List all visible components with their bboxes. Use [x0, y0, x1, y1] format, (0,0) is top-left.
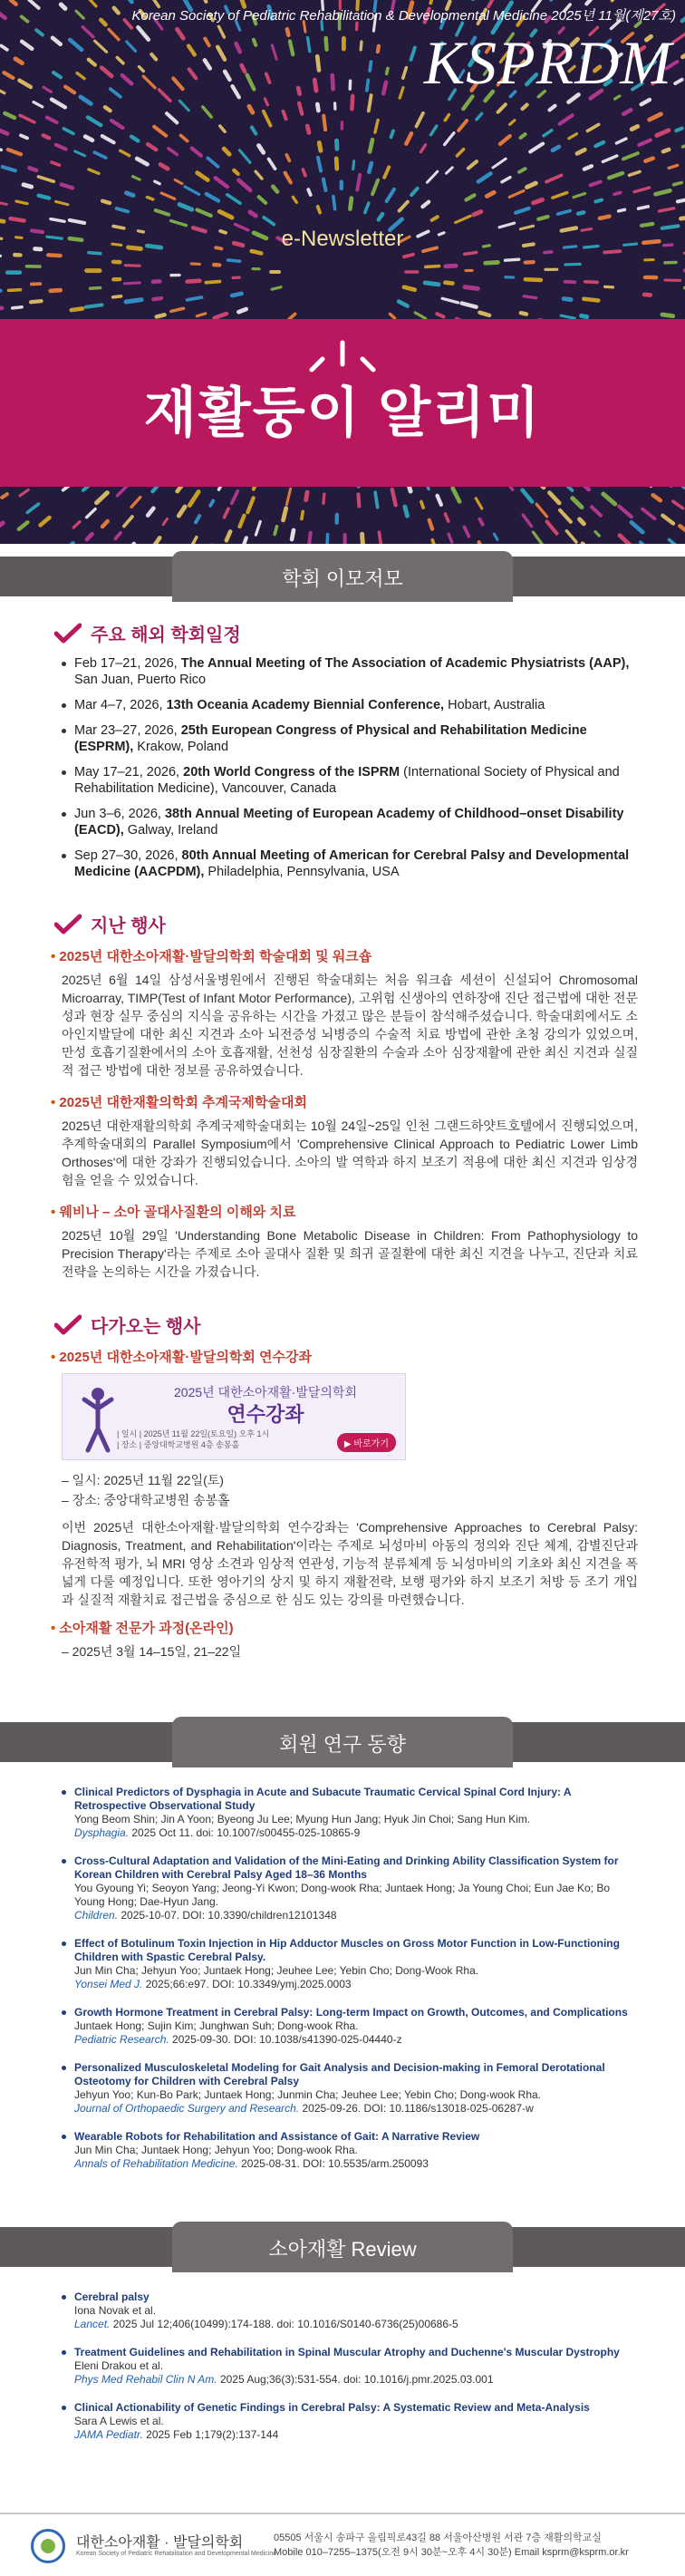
newsletter-label: e-Newsletter: [281, 227, 404, 251]
section-header-academic: 학회 이모저모: [0, 547, 685, 604]
research-item[interactable]: Effect of Botulinum Toxin Injection in Hip Adductor Muscles on Gross Motor Function in Low-Functioning Children with Spastic Cerebral Palsy. Jun Min Cha; Jehyun Yoo; Juntaek Hong; Jeuhee Lee; Yebin Cho; Dong-Wook Rha. Yonsei Med J. 2025;66:e97. DOI: 10.3349/ymj.2025.0003: [62, 1937, 642, 1991]
research-item[interactable]: Wearable Robots for Rehabilitation and Assistance of Gait: A Narrative Review Jun Min Cha; Juntaek Hong; Jehyun Yoo; Dong-wook Rha. Annals of Rehabilitation Medicine. 2025-08-31. DOI: 10.5535/arm.250093: [62, 2130, 642, 2171]
section-header-review: 소아재활 Review: [0, 2218, 685, 2274]
hero-banner: [0, 0, 685, 544]
footer-org-english: Korean Society of Pediatric Rehabilitation and Developmental Medicine: [76, 2551, 277, 2557]
review-list: [62, 2290, 642, 2442]
upcoming-heading: 다가오는 행사: [54, 1312, 685, 1338]
brand-logo-text: KSPRDM: [423, 28, 672, 97]
event-description: 2025년 대한재활의학회 추계국제학술대회는 10월 24일~25일 인천 그랜드하얏트호텔에서 진행되었으며, 추계학술대회의 Parallel Symposium에서 'Comprehensive Clinical Approach to Pediatric Lower Limb Orthoses'에 대한 강좌가 진행되었습니다. 소아의 발 역학과 하지 보조기 적용에 대한 최신 지견과 임상경험을 얻을 수 있었습니다.: [62, 1119, 638, 1187]
check-icon: [54, 1314, 82, 1336]
event-title: • 2025년 대한소아재활·발달의학회 학술대회 및 워크숍: [51, 949, 372, 964]
event-title: • 2025년 대한재활의학회 추계국제학술대회: [51, 1095, 307, 1110]
conferences-heading: 주요 해외 학회일정: [54, 620, 685, 646]
conference-item: Feb 17–21, 2026, The Annual Meeting of The Association of Academic Physiatrists (AAP), San Juan, Puerto Rico: [62, 655, 642, 688]
past-events-heading: 지난 행사: [54, 911, 685, 937]
event-title: • 소아재활 전문가 과정(온라인): [51, 1621, 234, 1636]
review-item[interactable]: Clinical Actionability of Genetic Findings in Cerebral Palsy: A Systematic Review and Meta-Analysis Sara A Lewis et al. JAMA Pediatr. 2025 Feb 1;179(2):137-144: [62, 2401, 642, 2442]
conference-item: Sep 27–30, 2026, 80th Annual Meeting of American for Cerebral Palsy and Developmental Medicine (AACPDM), Philadelphia, Pennsylvania, USA: [62, 847, 642, 880]
check-icon: [54, 914, 82, 935]
event-title: • 웨비나 – 소아 골대사질환의 이해와 치료: [51, 1205, 296, 1220]
online-course-date: – 2025년 3월 14–15일, 21–22일: [62, 1644, 242, 1659]
issue-info: Korean Society of Pediatric Rehabilitation & Developmental Medicine 2025년 11월(제27호): [131, 8, 676, 24]
go-button[interactable]: ▶ 바로가기: [337, 1433, 396, 1452]
conference-item: Mar 4–7, 2026, 13th Oceania Academy Biennial Conference, Hobart, Australia: [62, 697, 642, 713]
event-description: 2025년 6월 14일 삼성서울병원에서 진행된 학술대회는 처음 워크숍 세션이 신설되어 Chromosomal Microarray, TIMP(Test of Infant Motor Performance), 고위험 신생아의 연하장애 진단 접근법에 대한 전문성과 현장 실무 중심의 지식을 공유하는 시간을 가졌고 많은 분들이 참석해주셨습니다. 학술대회에서도 소아인지발달에 대한 최신 지견과 소아 뇌전증성 뇌병증의 수술적 치료 방법에 관한 초청 강의가 있었으며, 만성 호흡기질환에서의 소아 호흡재활, 선천성 심장질환의 수술과 소아 심장재활에 관한 최신 지견과 실질적 접근 방법에 대한 정보를 공유하였습니다.: [62, 973, 638, 1078]
footer-org-name: 대한소아재활 · 발달의학회: [76, 2535, 244, 2551]
banner-title: 재활둥이 알리미: [143, 383, 542, 443]
society-logo-icon: [31, 2529, 65, 2563]
footer-address: 05505 서울시 송파구 올림픽로43길 88 서울아산병원 서관 7층 재활의학교실 Mobile 010–7255–1375(오전 9시 30분~오후 4시 30분) Email ksprm@ksprm.or.kr: [274, 2532, 629, 2558]
conference-item: May 17–21, 2026, 20th World Congress of the ISPRM (International Society of Physical and Rehabilitation Medicine), Vancouver, Canada: [62, 764, 642, 797]
conference-list: [62, 655, 642, 880]
sparkle-icon: [299, 334, 386, 373]
research-item[interactable]: Personalized Musculoskeletal Modeling for Gait Analysis and Decision-making in Femoral Derotational Osteotomy for Children with Cerebral Palsy Jehyun Yoo; Kun-Bo Park; Juntaek Hong; Junmin Cha; Jeuhee Lee; Yebin Cho; Dong-wook Rha. Journal of Orthopaedic Surgery and Research. 2025-09-26. DOI: 10.1186/s13018-025-06287-w: [62, 2061, 642, 2116]
course-date: – 일시: 2025년 11월 22일(토): [62, 1473, 224, 1487]
footer: [0, 2513, 685, 2576]
event-title: • 2025년 대한소아재활·발달의학회 연수강좌: [51, 1350, 312, 1365]
person-illustration: [75, 1383, 121, 1456]
check-icon: [54, 623, 82, 644]
research-item[interactable]: Growth Hormone Treatment in Cerebral Palsy: Long-term Impact on Growth, Outcomes, and Complications Juntaek Hong; Sujin Kim; Junghwan Suh; Dong-wook Rha. Pediatric Research. 2025-09-30. DOI: 10.1038/s41390-025-04440-z: [62, 2006, 642, 2047]
event-description: 2025년 10월 29일 'Understanding Bone Metabolic Disease in Children: From Pathophysiology to Precision Therapy'라는 주제로 소아 골대사 질환 및 희귀 골질환에 대한 최신 지견을 나누고, 진단과 치료 전략을 논의하는 시간을 가졌습니다.: [62, 1228, 638, 1279]
conference-item: Mar 23–27, 2026, 25th European Congress of Physical and Rehabilitation Medicine (ESPRM), Krakow, Poland: [62, 722, 642, 755]
section-header-research: 회원 연구 동향: [0, 1713, 685, 1769]
course-place: – 장소: 중앙대학교병원 송봉홀: [62, 1493, 230, 1507]
research-item[interactable]: Clinical Predictors of Dysphagia in Acute and Subacute Traumatic Cervical Spinal Cord Injury: A Retrospective Observational Study Yong Beom Shin; Jin A Yoon; Byeong Ju Lee; Myung Hun Jang; Hyuk Jin Choi; Sang Hun Kim. Dysphagia. 2025 Oct 11. doi: 10.1007/s00455-025-10865-9: [62, 1786, 642, 1840]
research-item[interactable]: Cross-Cultural Adaptation and Validation of the Mini-Eating and Drinking Ability Classification System for Korean Children with Cerebral Palsy Aged 18–36 Months You Gyoung Yi; Seoyon Yang; Jeong-Yi Kwon; Dong-wook Rha; Juntaek Hong; Ja Young Choi; Eun Jae Ko; Bo Young Hong; Dae-Hyun Jang. Children. 2025-10-07. DOI: 10.3390/children12101348: [62, 1855, 642, 1922]
course-banner-link[interactable]: 2025년 대한소아재활·발달의학회 연수강좌 | 일시 | 2025년 11월 22일(토요일) 오후 1시 | 장소 | 중앙대학교병원 4층 송봉홀 ▶ 바로가기: [62, 1373, 406, 1460]
conference-item: Jun 3–6, 2026, 38th Annual Meeting of European Academy of Childhood–onset Disability (EACD), Galway, Ireland: [62, 806, 642, 838]
research-list: [62, 1786, 642, 2171]
course-description: 이번 2025년 대한소아재활·발달의학회 연수강좌는 'Comprehensive Approaches to Cerebral Palsy: Diagnosis, Treatment, and Rehabilitation'이라는 주제로 뇌성마비 아동의 정의와 진단 체계, 감별진단과 유전학적 평가, 뇌 MRI 영상 소견과 임상적 연관성, 기능적 분류체계 등 뇌성마비의 기초와 최신 지견을 폭넓게 다룰 예정입니다. 또한 영아기의 상지 및 하지 재활전략, 보행 평가와 하지 보조기 처방 등 조기 개입과 실질적 재활치료 접근법을 중심으로 한 심도 있는 강의를 마련했습니다.: [62, 1520, 638, 1607]
review-item[interactable]: Treatment Guidelines and Rehabilitation in Spinal Muscular Atrophy and Duchenne's Muscular Dystrophy Eleni Drakou et al. Phys Med Rehabil Clin N Am. 2025 Aug;36(3):531-554. doi: 10.1016/j.pmr.2025.03.001: [62, 2346, 642, 2387]
review-item[interactable]: Cerebral palsy Iona Novak et al. Lancet. 2025 Jul 12;406(10499):174-188. doi: 10.1016/S0140-6736(25)00686-5: [62, 2290, 642, 2331]
